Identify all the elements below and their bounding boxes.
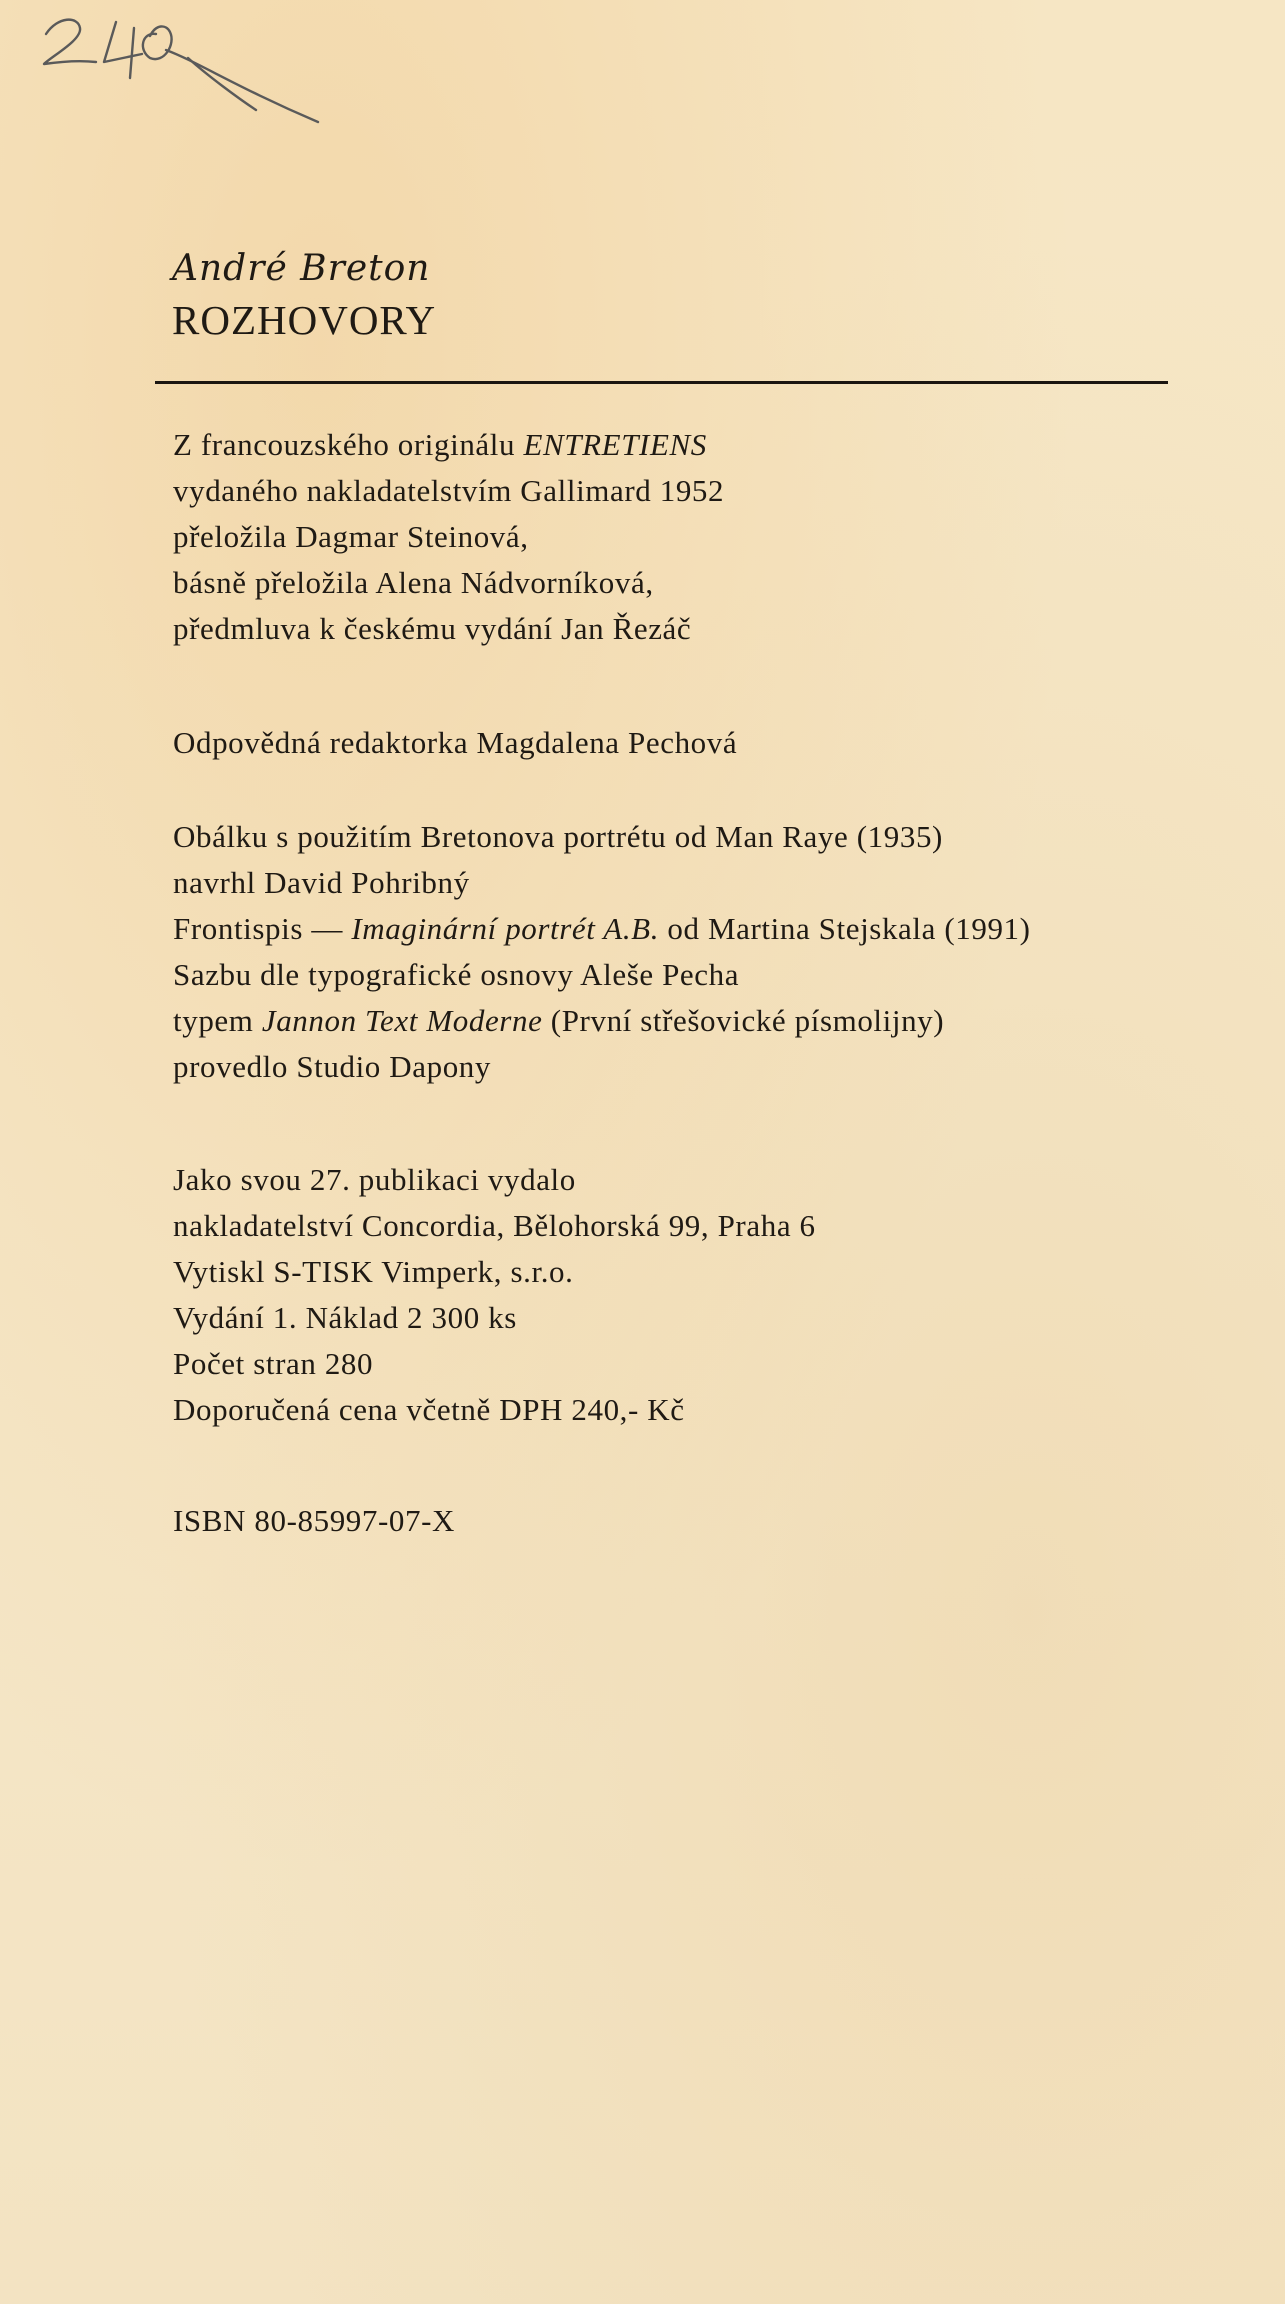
isbn-info	[173, 1498, 455, 1544]
typeface-prefix: typem	[173, 1003, 262, 1038]
translation-line	[173, 422, 724, 468]
design-info	[173, 814, 1031, 1090]
handwritten-note	[38, 6, 338, 126]
book-author: André Breton	[172, 248, 431, 289]
publication-line: Vytiskl S-TISK Vimperk, s.r.o.	[173, 1254, 574, 1289]
design-line: Sazbu dle typografické osnovy Aleše Pecha	[173, 957, 740, 992]
frontispiece-title: Imaginární portrét A.B.	[351, 911, 660, 946]
isbn-line: ISBN 80-85997-07-X	[173, 1503, 456, 1538]
publication-line: nakladatelství Concordia, Bělohorská 99, Praha 6	[173, 1208, 816, 1243]
publication-info	[173, 1157, 816, 1433]
typeface-suffix: (První střešovické písmolijny)	[542, 1003, 945, 1038]
frontispiece-suffix: od Martina Stejskala (1991)	[659, 911, 1031, 946]
design-line: Obálku s použitím Bretonova portrétu od Man Raye (1935)	[173, 819, 943, 854]
publication-line: Jako svou 27. publikaci vydalo	[173, 1162, 576, 1197]
horizontal-divider	[155, 381, 1168, 384]
original-title: ENTRETIENS	[523, 427, 707, 462]
translation-line: přeložila Dagmar Steinová,	[173, 519, 529, 554]
publication-line: Vydání 1. Náklad 2 300 ks	[173, 1300, 517, 1335]
design-line: provedlo Studio Dapony	[173, 1049, 492, 1084]
typeface-name: Jannon Text Moderne	[261, 1003, 543, 1038]
editor-info	[173, 720, 737, 766]
frontispiece-prefix: Frontispis —	[173, 911, 352, 946]
design-line	[173, 906, 1031, 952]
design-line: navrhl David Pohribný	[173, 865, 470, 900]
editor-line: Odpovědná redaktorka Magdalena Pechová	[173, 725, 738, 760]
publication-line: Doporučená cena včetně DPH 240,- Kč	[173, 1392, 685, 1427]
translation-info	[173, 422, 724, 652]
design-line	[173, 998, 1031, 1044]
translation-line: předmluva k českému vydání Jan Řezáč	[173, 611, 692, 646]
translation-line: básně přeložila Alena Nádvorníková,	[173, 565, 654, 600]
book-title: ROZHOVORY	[172, 297, 437, 343]
publication-line: Počet stran 280	[173, 1346, 374, 1381]
translation-line-prefix: Z francouzského originálu	[173, 427, 524, 462]
translation-line: vydaného nakladatelstvím Gallimard 1952	[173, 473, 725, 508]
